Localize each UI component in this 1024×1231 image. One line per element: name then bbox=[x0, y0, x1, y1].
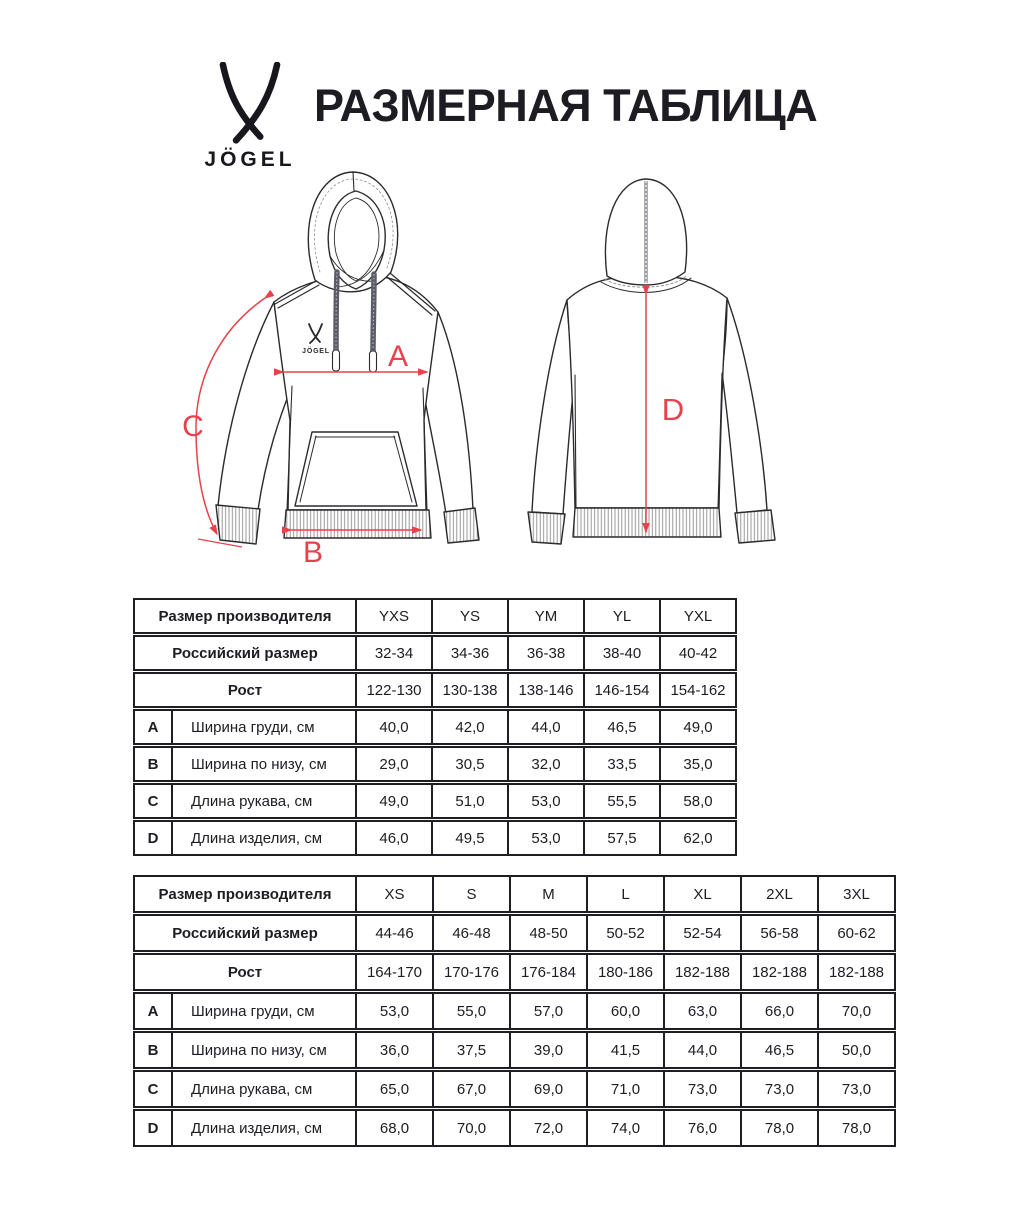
dim-label-bottom: B bbox=[302, 536, 324, 569]
hoodie-front-drawing bbox=[170, 160, 490, 580]
russian-size-row bbox=[133, 635, 737, 671]
russian-size-value: 46-48 bbox=[432, 914, 511, 952]
height-value: 164-170 bbox=[355, 953, 434, 991]
manufacturer-size-value: L bbox=[586, 875, 665, 913]
dim-label-length: D bbox=[661, 392, 685, 427]
height-row bbox=[133, 953, 896, 991]
measure-value: 41,5 bbox=[586, 1031, 665, 1069]
manufacturer-size-value: 2XL bbox=[740, 875, 819, 913]
measure-value: 53,0 bbox=[507, 820, 585, 856]
measure-value: 39,0 bbox=[509, 1031, 588, 1069]
measure-value: 42,0 bbox=[431, 709, 509, 745]
brand-logo-text: JÖGEL bbox=[204, 148, 296, 171]
measure-value: 78,0 bbox=[817, 1109, 896, 1147]
measure-value: 71,0 bbox=[586, 1070, 665, 1108]
measure-value: 55,5 bbox=[583, 783, 661, 819]
measure-row-C bbox=[133, 1070, 896, 1108]
height-label: Рост bbox=[133, 672, 357, 708]
manufacturer-size-value: 3XL bbox=[817, 875, 896, 913]
measure-value: 51,0 bbox=[431, 783, 509, 819]
measure-value: 67,0 bbox=[432, 1070, 511, 1108]
measure-letter: B bbox=[133, 1031, 173, 1069]
measure-label: Длина изделия, см bbox=[171, 1109, 357, 1147]
height-value: 122-130 bbox=[355, 672, 433, 708]
measure-value: 66,0 bbox=[740, 992, 819, 1030]
russian-size-value: 56-58 bbox=[740, 914, 819, 952]
measure-letter: D bbox=[133, 1109, 173, 1147]
height-value: 182-188 bbox=[740, 953, 819, 991]
hoodie-back-drawing bbox=[505, 160, 805, 560]
brand-logo-mark bbox=[213, 62, 287, 146]
measure-value: 78,0 bbox=[740, 1109, 819, 1147]
manufacturer-size-row bbox=[133, 875, 896, 913]
measure-value: 53,0 bbox=[507, 783, 585, 819]
measure-label: Длина изделия, см bbox=[171, 820, 357, 856]
measure-value: 46,5 bbox=[740, 1031, 819, 1069]
measure-letter: C bbox=[133, 1070, 173, 1108]
measure-row-D bbox=[133, 820, 737, 856]
measure-value: 37,5 bbox=[432, 1031, 511, 1069]
measure-label: Ширина груди, см bbox=[171, 992, 357, 1030]
measure-value: 44,0 bbox=[507, 709, 585, 745]
measure-row-A bbox=[133, 992, 896, 1030]
russian-size-value: 40-42 bbox=[659, 635, 737, 671]
russian-size-value: 36-38 bbox=[507, 635, 585, 671]
measure-row-B bbox=[133, 746, 737, 782]
measure-value: 53,0 bbox=[355, 992, 434, 1030]
size-table-adult bbox=[133, 875, 896, 1147]
measure-value: 57,0 bbox=[509, 992, 588, 1030]
russian-size-value: 60-62 bbox=[817, 914, 896, 952]
manufacturer-size-value: YXL bbox=[659, 598, 737, 634]
manufacturer-size-label: Размер производителя bbox=[133, 598, 357, 634]
measure-value: 46,0 bbox=[355, 820, 433, 856]
measure-value: 65,0 bbox=[355, 1070, 434, 1108]
measure-value: 58,0 bbox=[659, 783, 737, 819]
manufacturer-size-value: YL bbox=[583, 598, 661, 634]
russian-size-label: Российский размер bbox=[133, 635, 357, 671]
manufacturer-size-value: YS bbox=[431, 598, 509, 634]
measure-value: 62,0 bbox=[659, 820, 737, 856]
height-value: 130-138 bbox=[431, 672, 509, 708]
manufacturer-size-label: Размер производителя bbox=[133, 875, 357, 913]
height-value: 182-188 bbox=[817, 953, 896, 991]
height-value: 182-188 bbox=[663, 953, 742, 991]
russian-size-value: 48-50 bbox=[509, 914, 588, 952]
measure-value: 70,0 bbox=[432, 1109, 511, 1147]
chest-logo-text: JÖGEL bbox=[302, 348, 330, 355]
measure-value: 69,0 bbox=[509, 1070, 588, 1108]
russian-size-value: 52-54 bbox=[663, 914, 742, 952]
measure-value: 57,5 bbox=[583, 820, 661, 856]
measure-value: 30,5 bbox=[431, 746, 509, 782]
measure-value: 68,0 bbox=[355, 1109, 434, 1147]
measure-row-B bbox=[133, 1031, 896, 1069]
brand-logo bbox=[196, 62, 304, 172]
measure-value: 46,5 bbox=[583, 709, 661, 745]
measure-value: 49,0 bbox=[355, 783, 433, 819]
measure-label: Ширина по низу, см bbox=[171, 746, 357, 782]
measure-label: Длина рукава, см bbox=[171, 1070, 357, 1108]
measure-value: 32,0 bbox=[507, 746, 585, 782]
manufacturer-size-value: XS bbox=[355, 875, 434, 913]
manufacturer-size-value: YXS bbox=[355, 598, 433, 634]
measure-value: 76,0 bbox=[663, 1109, 742, 1147]
measure-letter: D bbox=[133, 820, 173, 856]
measure-value: 35,0 bbox=[659, 746, 737, 782]
russian-size-value: 32-34 bbox=[355, 635, 433, 671]
measure-label: Длина рукава, см bbox=[171, 783, 357, 819]
measure-label: Ширина груди, см bbox=[171, 709, 357, 745]
russian-size-value: 44-46 bbox=[355, 914, 434, 952]
height-value: 146-154 bbox=[583, 672, 661, 708]
measure-letter: C bbox=[133, 783, 173, 819]
height-value: 176-184 bbox=[509, 953, 588, 991]
russian-size-label: Российский размер bbox=[133, 914, 357, 952]
russian-size-value: 38-40 bbox=[583, 635, 661, 671]
measure-value: 70,0 bbox=[817, 992, 896, 1030]
height-value: 154-162 bbox=[659, 672, 737, 708]
measure-value: 55,0 bbox=[432, 992, 511, 1030]
measure-row-D bbox=[133, 1109, 896, 1147]
measure-value: 36,0 bbox=[355, 1031, 434, 1069]
measure-value: 63,0 bbox=[663, 992, 742, 1030]
measure-value: 74,0 bbox=[586, 1109, 665, 1147]
russian-size-row bbox=[133, 914, 896, 952]
dim-label-sleeve: C bbox=[182, 410, 204, 443]
manufacturer-size-value: S bbox=[432, 875, 511, 913]
measure-row-A bbox=[133, 709, 737, 745]
measure-row-C bbox=[133, 783, 737, 819]
measure-value: 29,0 bbox=[355, 746, 433, 782]
height-label: Рост bbox=[133, 953, 357, 991]
measure-letter: B bbox=[133, 746, 173, 782]
measure-letter: A bbox=[133, 992, 173, 1030]
height-value: 138-146 bbox=[507, 672, 585, 708]
measure-value: 73,0 bbox=[663, 1070, 742, 1108]
measure-value: 49,0 bbox=[659, 709, 737, 745]
manufacturer-size-value: M bbox=[509, 875, 588, 913]
measure-value: 40,0 bbox=[355, 709, 433, 745]
height-value: 180-186 bbox=[586, 953, 665, 991]
page-title: РАЗМЕРНАЯ ТАБЛИЦА bbox=[314, 80, 818, 131]
measure-value: 60,0 bbox=[586, 992, 665, 1030]
measure-value: 50,0 bbox=[817, 1031, 896, 1069]
height-row bbox=[133, 672, 737, 708]
russian-size-value: 34-36 bbox=[431, 635, 509, 671]
measure-value: 73,0 bbox=[740, 1070, 819, 1108]
measure-value: 73,0 bbox=[817, 1070, 896, 1108]
measure-value: 44,0 bbox=[663, 1031, 742, 1069]
manufacturer-size-row bbox=[133, 598, 737, 634]
measure-label: Ширина по низу, см bbox=[171, 1031, 357, 1069]
measure-value: 49,5 bbox=[431, 820, 509, 856]
measure-value: 72,0 bbox=[509, 1109, 588, 1147]
manufacturer-size-value: YM bbox=[507, 598, 585, 634]
russian-size-value: 50-52 bbox=[586, 914, 665, 952]
measure-value: 33,5 bbox=[583, 746, 661, 782]
height-value: 170-176 bbox=[432, 953, 511, 991]
dim-label-chest: A bbox=[387, 340, 409, 373]
manufacturer-size-value: XL bbox=[663, 875, 742, 913]
measure-letter: A bbox=[133, 709, 173, 745]
size-table-youth bbox=[133, 598, 737, 856]
